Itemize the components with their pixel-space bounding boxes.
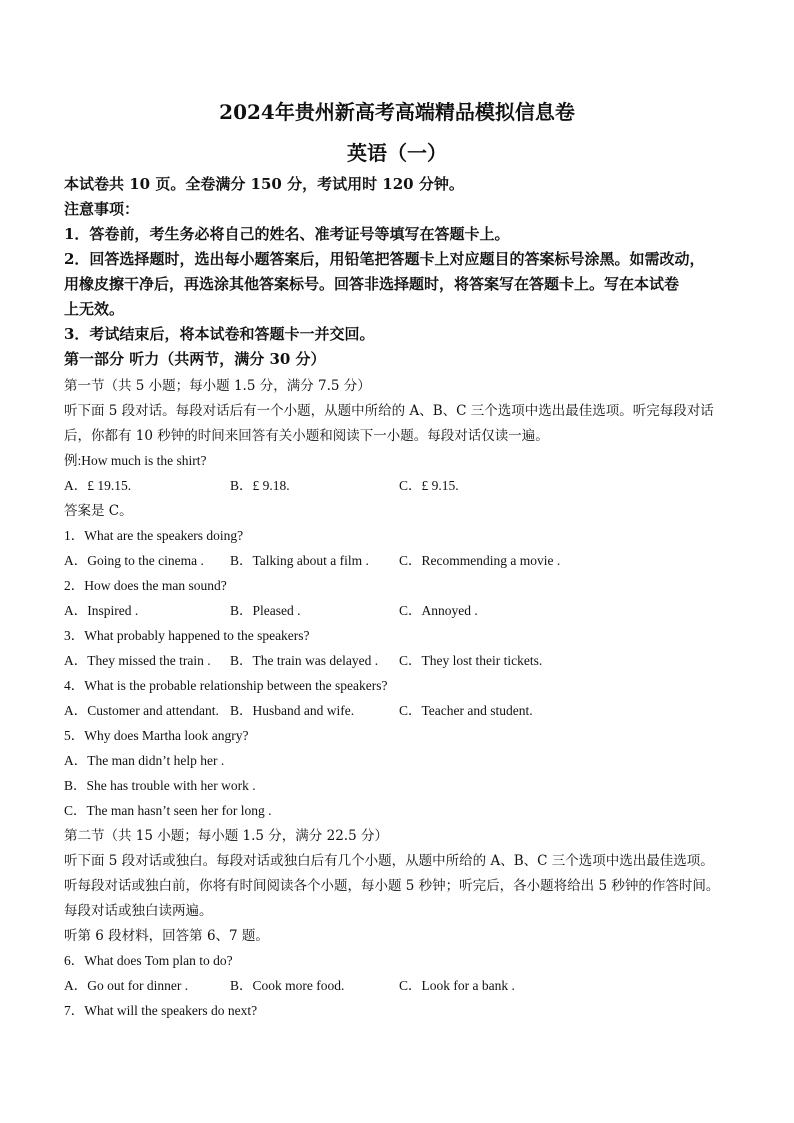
- section2-instructions-line3: 每段对话或独白读两遍。: [64, 903, 213, 919]
- example-option-b: B．£ 9.18.: [230, 478, 290, 493]
- q5-option-c: C．The man hasn’t seen her for long .: [64, 803, 272, 818]
- note-item-2-line3: 上无效。: [64, 300, 125, 318]
- question-3: 3．What probably happened to the speakers?: [64, 628, 310, 643]
- example-option-c: C．£ 9.15.: [399, 478, 459, 493]
- question-1: 1．What are the speakers doing?: [64, 528, 244, 543]
- note-item-1: 1．答卷前，考生务必将自己的姓名、准考证号等填写在答题卡上。: [64, 225, 510, 243]
- q3-option-a: A．They missed the train .: [64, 653, 211, 668]
- q1-option-c: C．Recommending a movie .: [399, 553, 561, 568]
- note-item-2-line1: 2．回答选择题时，选出每小题答案后，用铅笔把答题卡上对应题目的答案标号涂黑。如需改动，: [64, 250, 705, 268]
- q4-option-b: B．Husband and wife.: [230, 703, 355, 718]
- example-question: 例:How much is the shirt?: [64, 453, 207, 468]
- q1-option-b: B．Talking about a film .: [230, 553, 369, 568]
- question-7: 7．What will the speakers do next?: [64, 1003, 258, 1018]
- q2-option-c: C．Annoyed .: [399, 603, 478, 618]
- section1-instructions-line1: 听下面 5 段对话。每段对话后有一个小题，从题中所给的 A、B、C 三个选项中选出最佳选项。听完每段对话: [64, 403, 714, 419]
- q1-option-a: A．Going to the cinema .: [64, 553, 204, 568]
- q4-option-a: A．Customer and attendant.: [64, 703, 219, 718]
- q4-option-c: C．Teacher and student.: [399, 703, 533, 718]
- q6-option-c: C．Look for a bank .: [399, 978, 515, 993]
- section1-heading: 第一节（共 5 小题；每小题 1.5 分，满分 7.5 分）: [64, 378, 371, 394]
- exam-title: 2024年贵州新高考高端精品模拟信息卷: [219, 100, 575, 124]
- example-option-a: A．£ 19.15.: [64, 478, 132, 493]
- section2-instructions-line2: 听每段对话或独白前，你将有时间阅读各个小题，每小题 5 秒钟；听完后，各小题将给出 5 秒钟的作答时间。: [64, 878, 720, 894]
- exam-subtitle: 英语（一）: [347, 141, 447, 165]
- section1-instructions-line2: 后，你都有 10 秒钟的时间来回答有关小题和阅读下一小题。每段对话仅读一遍。: [64, 428, 549, 444]
- q3-option-c: C．They lost their tickets.: [399, 653, 543, 668]
- q2-option-b: B．Pleased .: [230, 603, 301, 618]
- note-item-3: 3．考试结束后，将本试卷和答题卡一并交回。: [64, 325, 375, 343]
- question-4: 4．What is the probable relationship between the speakers?: [64, 678, 388, 693]
- q5-option-a: A．The man didn’t help her .: [64, 753, 225, 768]
- q6-option-a: A．Go out for dinner .: [64, 978, 189, 993]
- question-5: 5．Why does Martha look angry?: [64, 728, 249, 743]
- q5-option-b: B．She has trouble with her work .: [64, 778, 256, 793]
- section2-heading: 第二节（共 15 小题；每小题 1.5 分，满分 22.5 分）: [64, 828, 388, 844]
- notes-heading: 注意事项：: [64, 200, 140, 218]
- q2-option-a: A．Inspired .: [64, 603, 139, 618]
- question-2: 2．How does the man sound?: [64, 578, 227, 593]
- question-6: 6．What does Tom plan to do?: [64, 953, 233, 968]
- part1-heading: 第一部分 听力（共两节，满分 30 分）: [64, 350, 326, 368]
- example-answer: 答案是 C。: [64, 503, 133, 519]
- q3-option-b: B．The train was delayed .: [230, 653, 379, 668]
- note-item-2-line2: 用橡皮擦干净后，再选涂其他答案标号。回答非选择题时，将答案写在答题卡上。写在本试卷: [64, 275, 680, 293]
- q6-option-b: B．Cook more food.: [230, 978, 345, 993]
- section2-instructions-line1: 听下面 5 段对话或独白。每段对话或独白后有几个小题，从题中所给的 A、B、C 三个选项中选出最佳选项。: [64, 853, 714, 869]
- material-6-instruction: 听第 6 段材料，回答第 6、7 题。: [64, 928, 269, 944]
- exam-intro: 本试卷共 10 页。全卷满分 150 分，考试用时 120 分钟。: [64, 175, 464, 193]
